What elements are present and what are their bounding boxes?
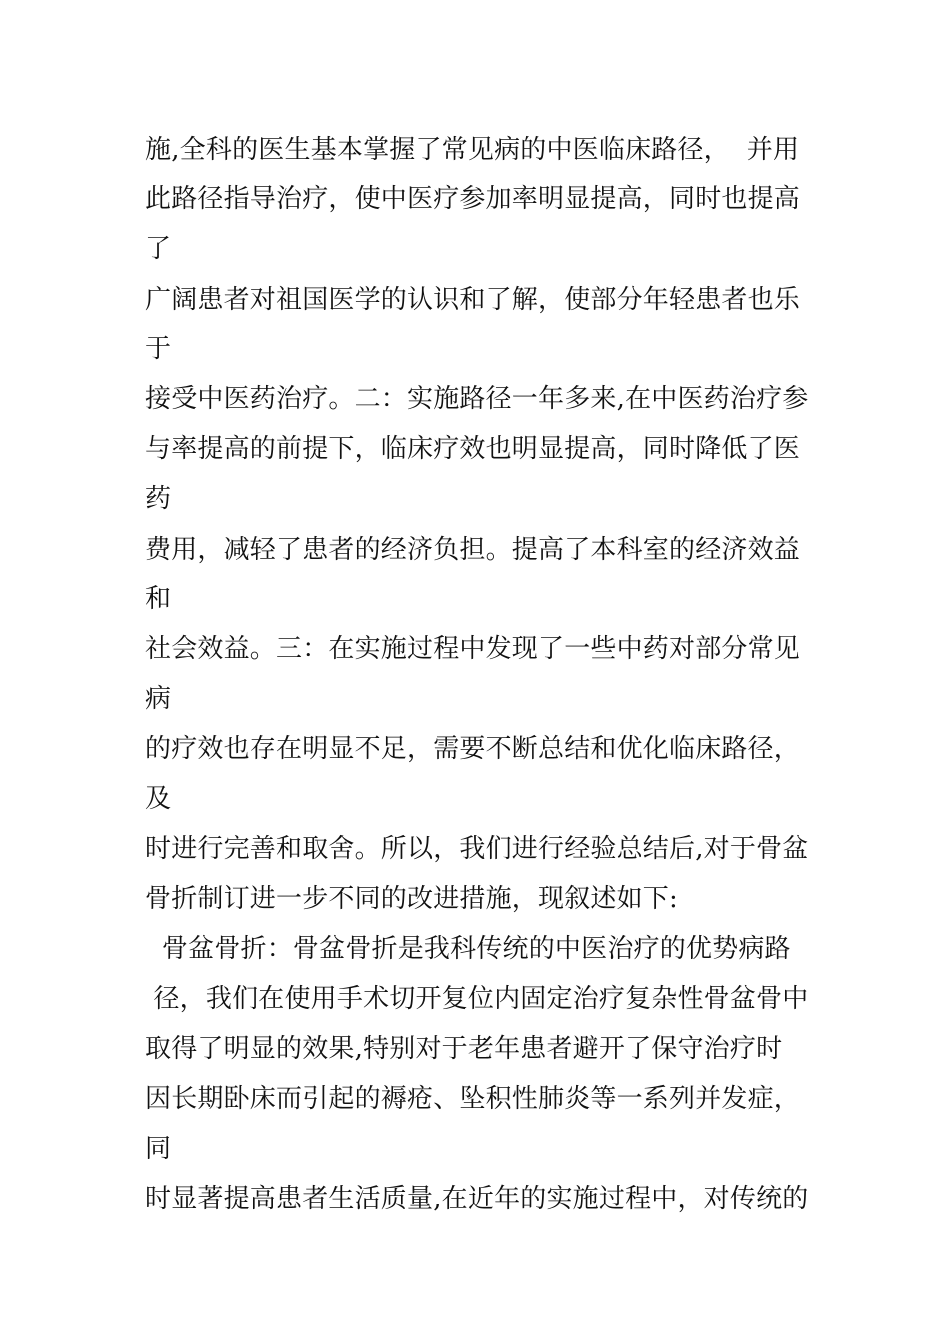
text-line: 广阔患者对祖国医学的认识和了解，使部分年轻患者也乐: [145, 285, 801, 315]
text-line: 费用，减轻了患者的经济负担。提高了本科室的经济效益: [145, 535, 801, 565]
text-line: 施,全科的医生基本掌握了常见病的中医临床路径， 并用: [145, 135, 800, 165]
text-line: 因长期卧床而引起的褥疮、坠积性肺炎等一系列并发症，: [145, 1084, 801, 1114]
text-line: 社会效益。三：在实施过程中发现了一些中药对部分常见: [145, 634, 801, 664]
text-line: 骨折制订进一步不同的改进措施，现叙述如下:: [145, 884, 678, 914]
text-line: 接受中医药治疗。二：实施路径一年多来,在中医药治疗参: [145, 384, 809, 414]
text-line: 时进行完善和取舍。所以，我们进行经验总结后,对于骨盆: [145, 834, 809, 864]
text-line: 此路径指导治疗，使中医疗参加率明显提高，同时也提高: [145, 184, 801, 214]
text-line: 及: [145, 784, 172, 814]
text-line: 于: [145, 334, 172, 364]
text-line: 骨盆骨折：骨盆骨折是我科传统的中医治疗的优势病路: [145, 934, 791, 964]
text-line: 药: [145, 484, 172, 514]
text-line: 同: [145, 1134, 172, 1164]
text-line: 的疗效也存在明显不足，需要不断总结和优化临床路径，: [145, 734, 801, 764]
text-line: 径，我们在使用手术切开复位内固定治疗复杂性骨盆骨中: [145, 984, 809, 1014]
text-line: 了: [145, 234, 172, 264]
text-line: 与率提高的前提下，临床疗效也明显提高，同时降低了医: [145, 434, 801, 464]
text-line: 时显著提高患者生活质量,在近年的实施过程中，对传统的: [145, 1184, 809, 1214]
text-line: 和: [145, 584, 172, 614]
text-line: 取得了明显的效果,特别对于老年患者避开了保守治疗时: [145, 1034, 783, 1064]
text-line: 病: [145, 684, 172, 714]
